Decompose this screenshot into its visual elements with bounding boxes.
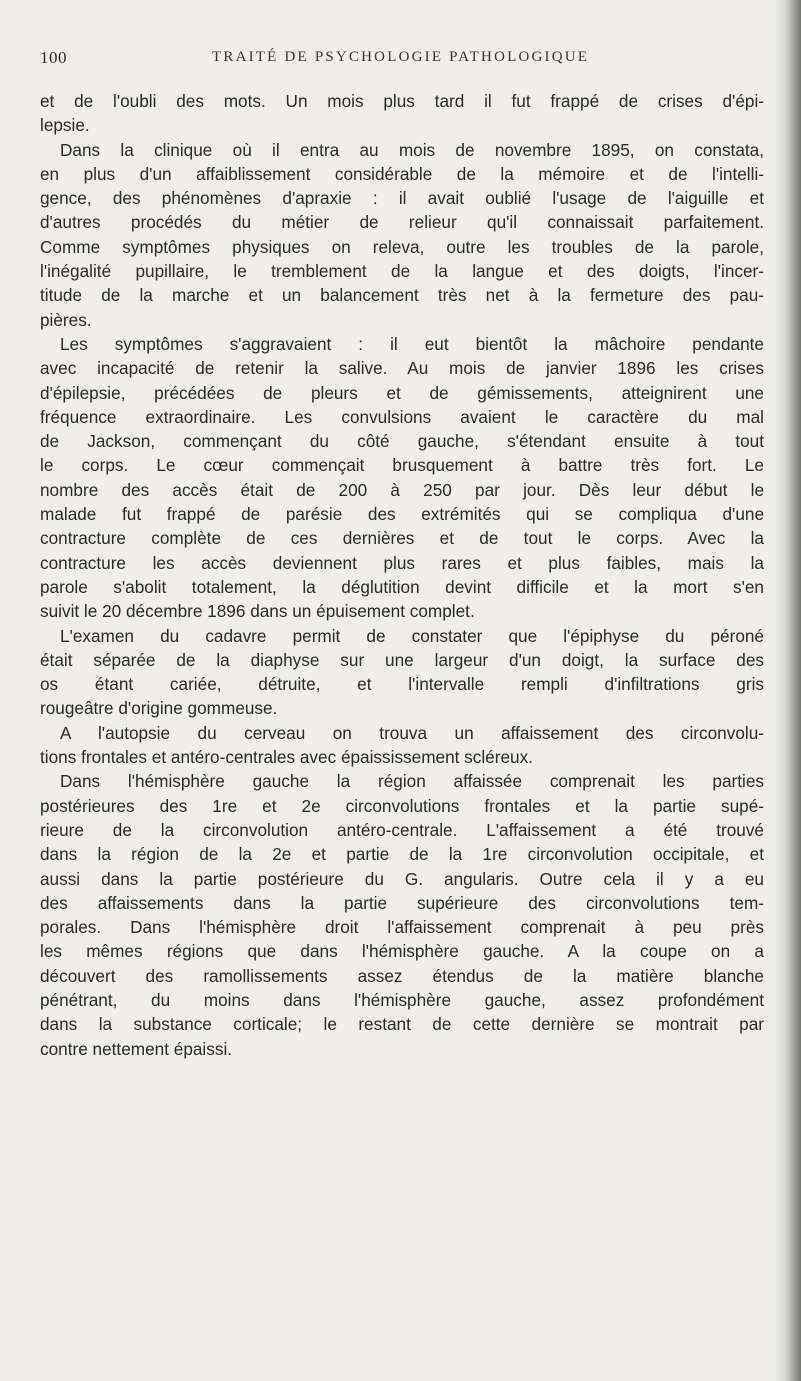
text-line: d'épilepsie, précédées de pleurs et de gémissements, atteignirent une — [40, 382, 764, 403]
text-line: Les symptômes s'aggravaient : il eut bientôt la mâchoire pendante — [60, 333, 764, 354]
page-number: 100 — [40, 48, 67, 67]
text-line: en plus d'un affaiblissement considérable de la mémoire et de l'intelli- — [40, 163, 764, 184]
text-line: postérieures des 1re et 2e circonvolutions frontales et la partie supé- — [40, 795, 764, 816]
running-title: TRAITÉ DE PSYCHOLOGIE PATHOLOGIQUE — [212, 49, 590, 65]
text-line: contracture les accès deviennent plus rares et plus faibles, mais la — [40, 552, 764, 573]
text-line: malade fut frappé de parésie des extrémités qui se compliqua d'une — [40, 504, 764, 525]
text-line: gence, des phénomènes d'apraxie : il avait oublié l'usage de l'aiguille et — [40, 188, 764, 209]
text-line: dans la substance corticale; le restant de cette dernière se montrait par — [40, 1014, 764, 1035]
text-line: avec incapacité de retenir la salive. Au mois de janvier 1896 les crises — [40, 358, 764, 379]
text-line: dans la région de la 2e et partie de la 1re circonvolution occipitale, et — [40, 844, 764, 865]
text-line: suivit le 20 décembre 1896 dans un épuisement complet. — [40, 601, 475, 622]
text-line: titude de la marche et un balancement très net à la fermeture des pau- — [40, 285, 764, 306]
text-line: contracture complète de ces dernières et de tout le corps. Avec la — [40, 528, 764, 549]
page-edge-shadow — [775, 0, 801, 1381]
text-line: rougeâtre d'origine gommeuse. — [40, 698, 278, 719]
text-line: était séparée de la diaphyse sur une largeur d'un doigt, la surface des — [40, 649, 764, 670]
text-line: Dans la clinique où il entra au mois de novembre 1895, on constata, — [60, 139, 764, 160]
text-line: et de l'oubli des mots. Un mois plus tard il fut frappé de crises d'épi- — [40, 91, 764, 111]
body-text — [40, 89, 764, 1061]
text-line: parole s'abolit totalement, la déglutition devint difficile et la mort s'en — [40, 576, 764, 597]
text-line: A l'autopsie du cerveau on trouva un affaissement des circonvolu- — [60, 722, 764, 743]
text-line: Comme symptômes physiques on releva, outre les troubles de la parole, — [40, 236, 764, 257]
text-line: porales. Dans l'hémisphère droit l'affaissement comprenait à peu près — [40, 917, 764, 938]
text-line: Dans l'hémisphère gauche la région affaissée comprenait les parties — [60, 771, 764, 792]
text-line: pénétrant, du moins dans l'hémisphère gauche, assez profondément — [40, 989, 764, 1010]
text-line: os étant cariée, détruite, et l'intervalle rempli d'infiltrations gris — [40, 674, 764, 695]
text-line: contre nettement épaissi. — [40, 1038, 233, 1059]
page-header — [40, 48, 760, 74]
text-line: de Jackson, commençant du côté gauche, s'étendant ensuite à tout — [40, 431, 764, 452]
text-line: lepsie. — [40, 115, 90, 136]
text-line: l'inégalité pupillaire, le tremblement de la langue et des doigts, l'incer- — [40, 261, 764, 282]
text-line: découvert des ramollissements assez étendus de la matière blanche — [40, 965, 764, 986]
text-line: des affaissements dans la partie supérieure des circonvolutions tem- — [40, 892, 764, 913]
text-line: nombre des accès était de 200 à 250 par jour. Dès leur début le — [40, 479, 764, 500]
text-line: les mêmes régions que dans l'hémisphère gauche. A la coupe on a — [40, 941, 764, 962]
text-line: tions frontales et antéro-centrales avec épaississement scléreux. — [40, 747, 533, 768]
text-line: L'examen du cadavre permit de constater que l'épiphyse du péroné — [60, 625, 764, 646]
text-line: rieure de la circonvolution antéro-centrale. L'affaissement a été trouvé — [40, 819, 764, 840]
text-line: le corps. Le cœur commençait brusquement à battre très fort. Le — [40, 455, 764, 476]
text-line: pières. — [40, 309, 92, 330]
text-line: aussi dans la partie postérieure du G. angularis. Outre cela il y a eu — [40, 868, 764, 889]
text-line: fréquence extraordinaire. Les convulsions avaient le caractère du mal — [40, 406, 764, 427]
text-line: d'autres procédés du métier de relieur qu'il connaissait parfaitement. — [40, 212, 764, 233]
